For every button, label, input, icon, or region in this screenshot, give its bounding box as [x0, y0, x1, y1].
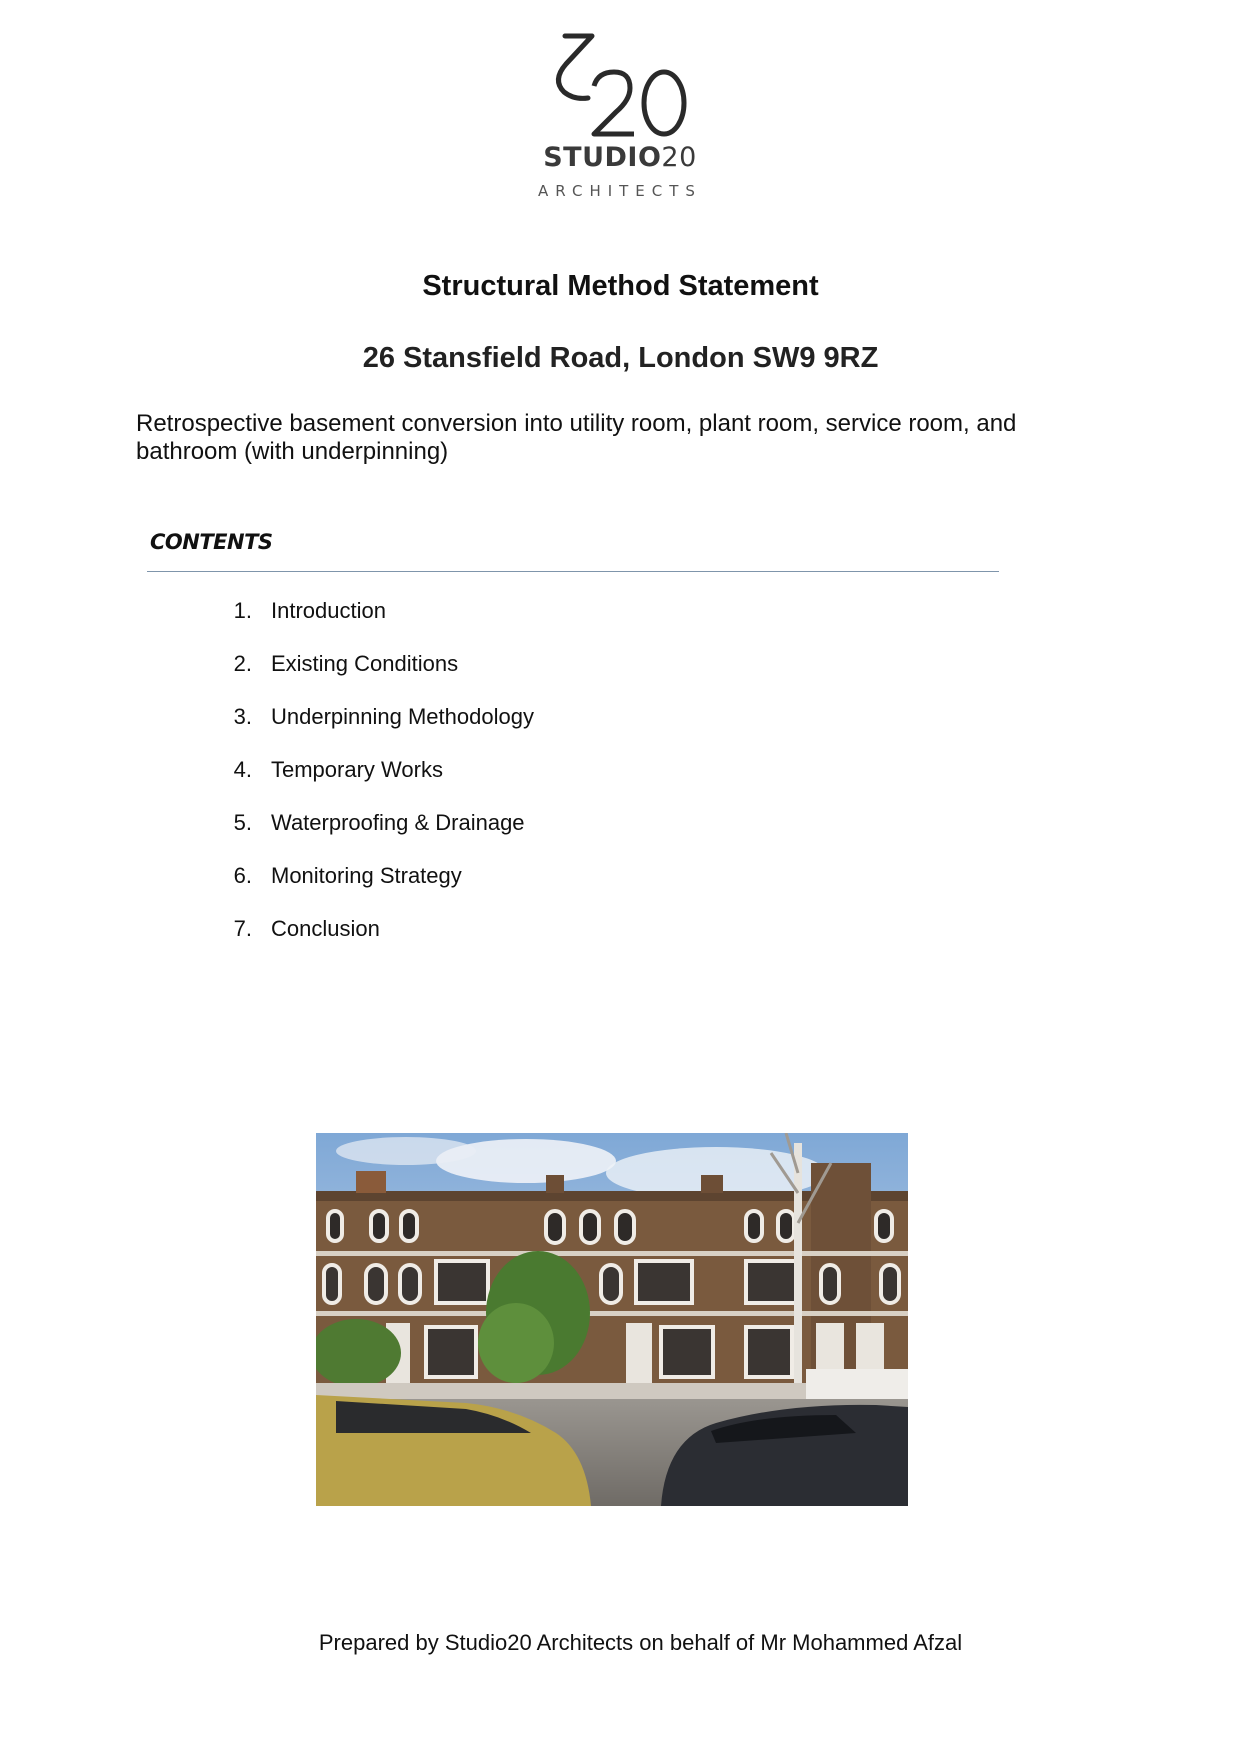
toc-item — [200, 810, 534, 863]
toc-item-number: 5. — [233, 810, 252, 835]
toc-item-label: Introduction — [271, 598, 386, 623]
toc-item — [200, 704, 534, 757]
property-address: 26 Stansfield Road, London SW9 9RZ — [362, 342, 879, 374]
contents-divider — [147, 571, 999, 572]
contents-heading: CONTENTS — [150, 530, 273, 554]
toc-item-label: Temporary Works — [271, 757, 443, 782]
property-photo — [316, 1133, 908, 1506]
toc-item — [200, 916, 534, 969]
toc-item — [200, 863, 534, 916]
toc-item-label: Monitoring Strategy — [271, 863, 462, 888]
toc-item-label: Existing Conditions — [271, 651, 459, 676]
prepared-by-note: Prepared by Studio20 Architects on behalf of Mr Mohammed Afzal — [318, 1630, 963, 1655]
table-of-contents — [200, 598, 534, 969]
toc-item-label: Waterproofing & Drainage — [271, 810, 525, 835]
toc-item-label: Underpinning Methodology — [271, 704, 534, 729]
toc-item-number: 4. — [233, 757, 252, 782]
project-description: Retrospective basement conversion into utility room, plant room, service room, and bathroom (with underpinning) — [136, 410, 1017, 465]
toc-item-number: 1. — [233, 598, 252, 623]
logo-wordmark: STUDIO20 — [543, 142, 697, 173]
toc-item-number: 2. — [233, 651, 252, 676]
toc-item — [200, 757, 534, 810]
toc-item-number: 3. — [233, 704, 252, 729]
toc-item-number: 7. — [233, 916, 252, 941]
toc-item — [200, 651, 534, 704]
studio20-logo — [530, 30, 710, 200]
toc-item-label: Conclusion — [271, 916, 380, 941]
logo-mark-icon — [530, 30, 710, 142]
logo-tagline: ARCHITECTS — [538, 182, 702, 200]
toc-item — [200, 598, 534, 651]
toc-item-number: 6. — [233, 863, 252, 888]
document-title: Structural Method Statement — [422, 270, 819, 302]
